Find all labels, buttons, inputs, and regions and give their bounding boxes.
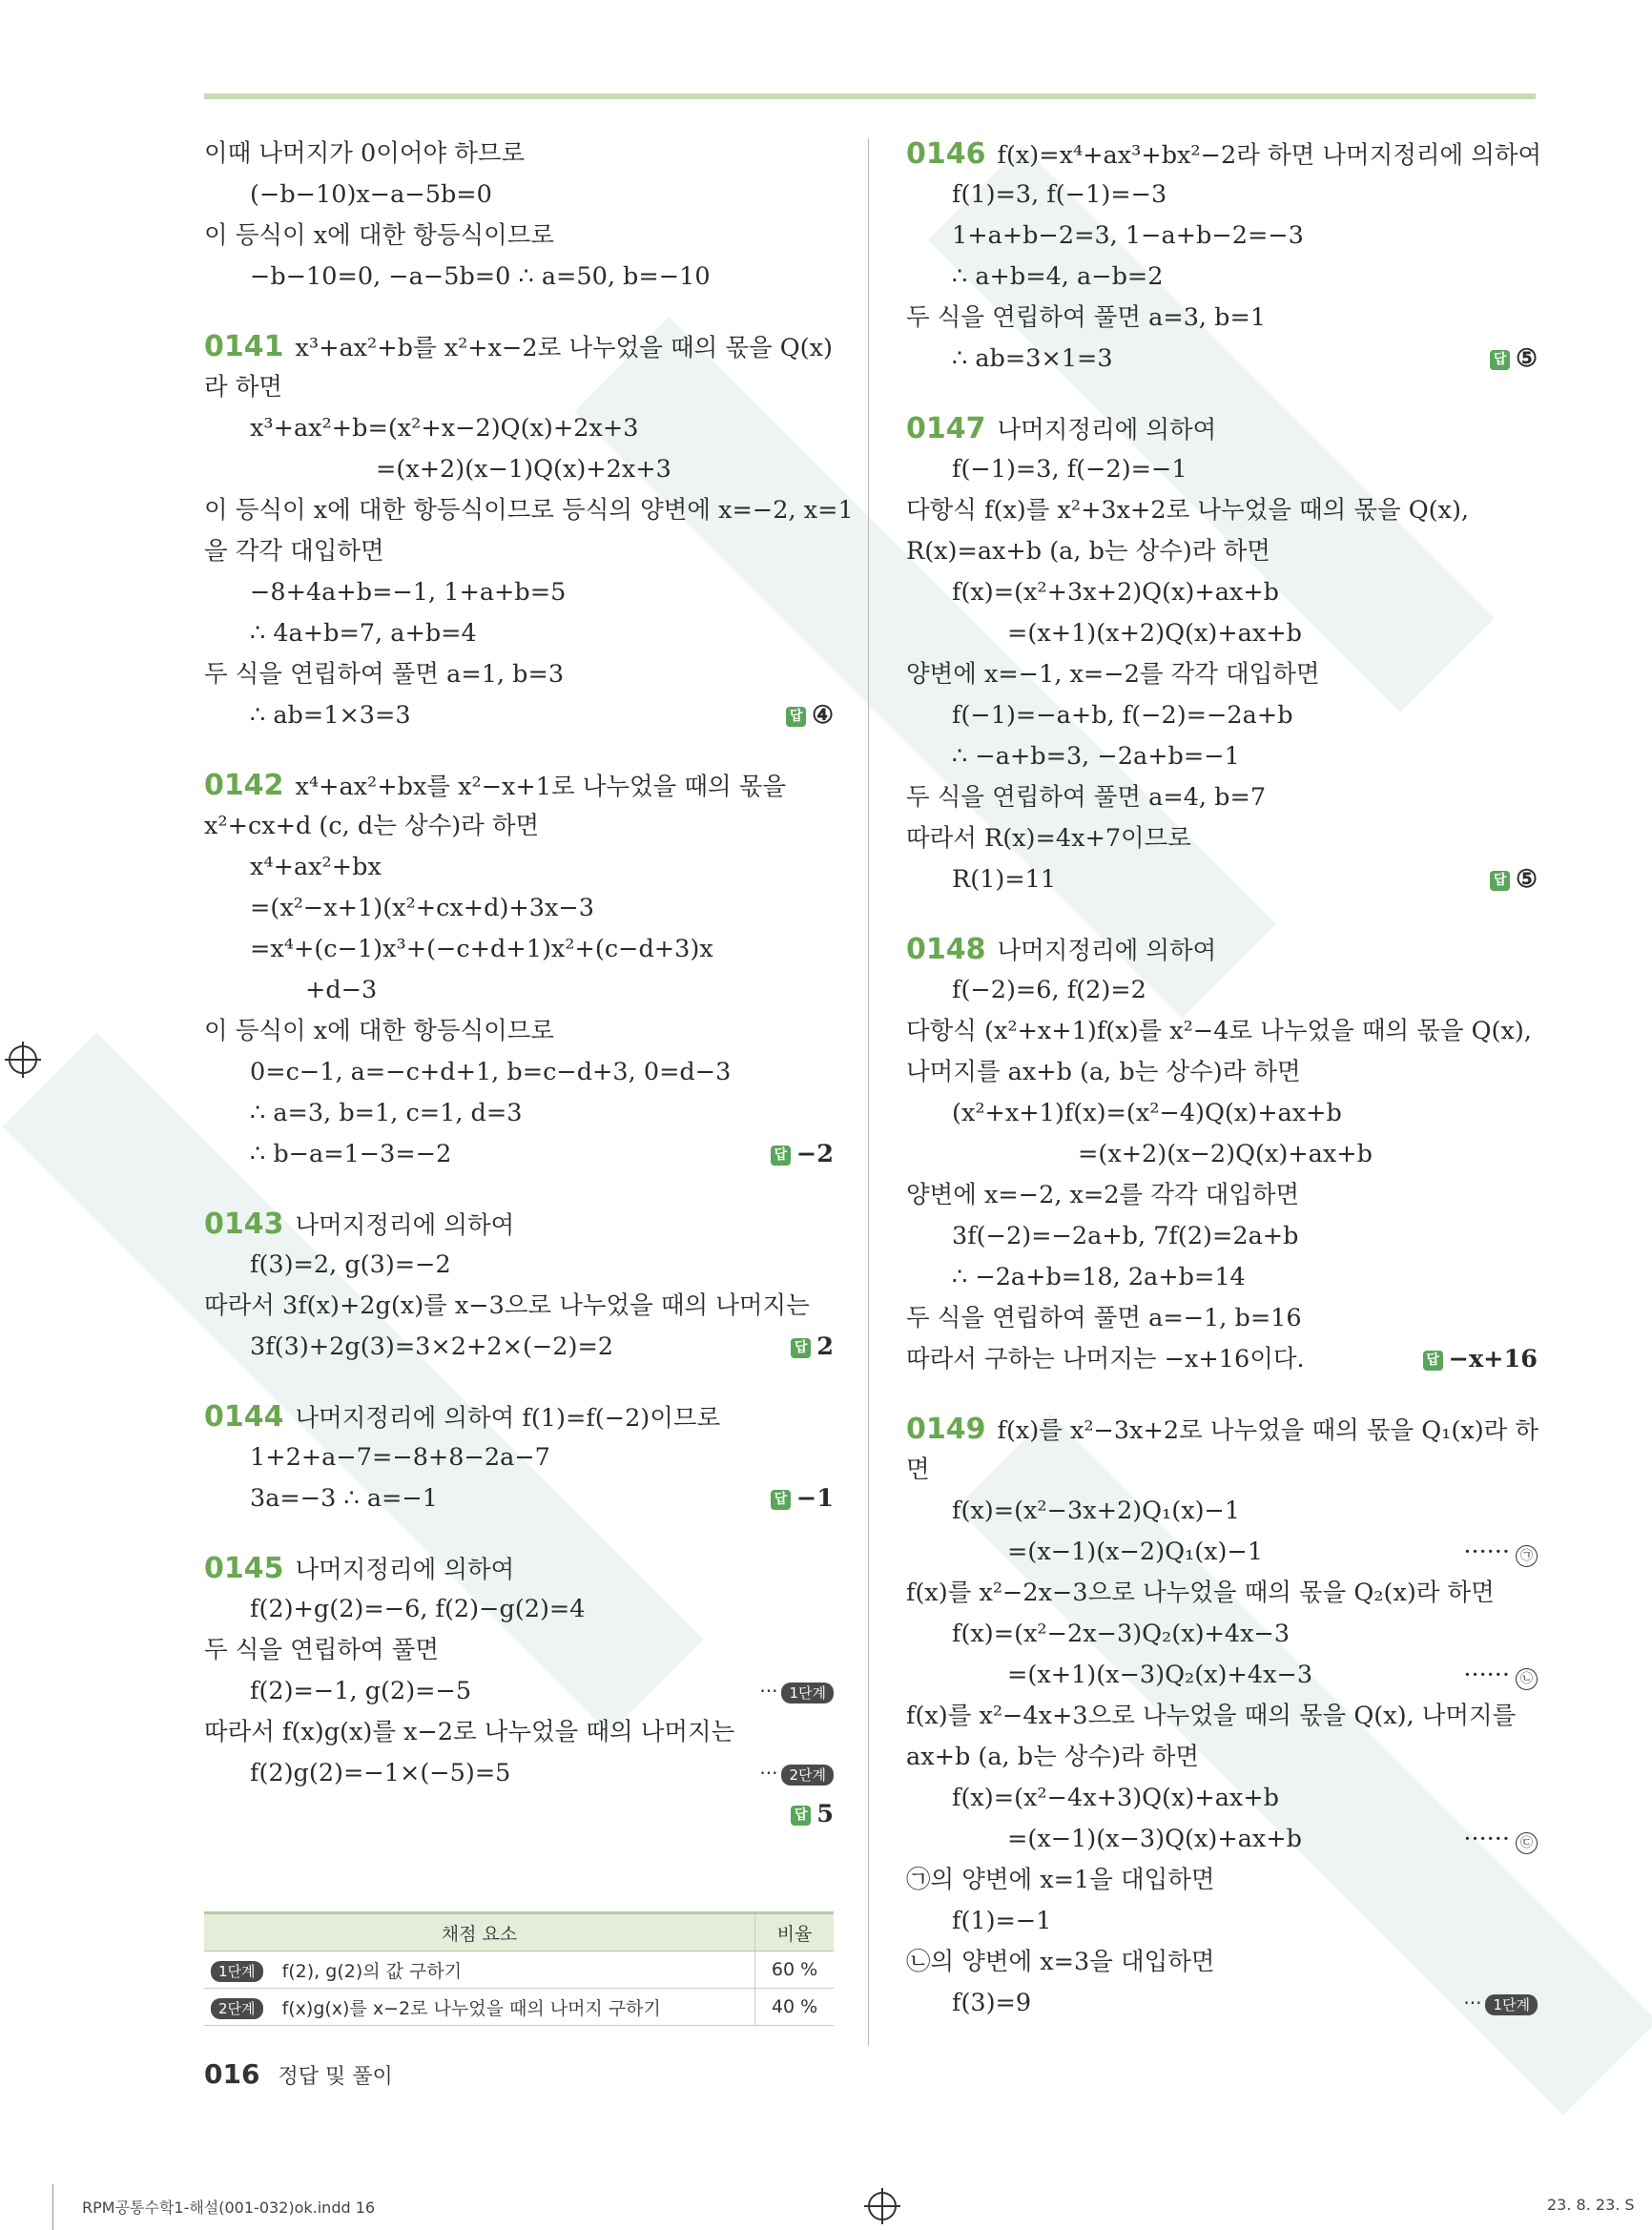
- solution-line: [906, 613, 1538, 654]
- solution-line: [906, 490, 1538, 531]
- problem-heading-line: [906, 134, 1542, 175]
- line-text: −b−10=0, −a−5b=0 ∴ a=50, b=−10: [250, 262, 711, 291]
- solution-line: [906, 1532, 1538, 1573]
- solution-line: [906, 1778, 1538, 1819]
- solution-line: [906, 1216, 1538, 1257]
- solution-line: [906, 818, 1538, 859]
- page-label: 정답 및 풀이: [278, 2065, 393, 2089]
- solution-line: [906, 257, 1538, 298]
- line-text: 을 각각 대입하면: [204, 537, 384, 566]
- solution-line: [906, 531, 1538, 572]
- line-text: 나머지정리에 의하여: [295, 1556, 515, 1584]
- solution-line: [204, 1134, 834, 1175]
- problem-number: 0146: [906, 137, 986, 171]
- answer-value: ④: [812, 701, 834, 730]
- solution-line: [204, 1052, 834, 1093]
- section-gap: [906, 900, 1538, 929]
- solution-line: [204, 929, 834, 970]
- page-footer: [204, 2058, 393, 2090]
- table-row: [204, 1989, 834, 2026]
- line-text: x³+ax²+b를 x²+x−2로 나누었을 때의 몫을 Q(x): [295, 334, 833, 362]
- equation-dots: ······: [1463, 1538, 1510, 1566]
- line-text: f(x)=(x²+3x+2)Q(x)+ax+b: [952, 578, 1279, 607]
- solution-line: [906, 1655, 1538, 1696]
- answer-icon: 답: [1423, 1351, 1443, 1371]
- solution-line: [204, 695, 834, 736]
- problem-number: 0143: [204, 1208, 284, 1241]
- line-text: 두 식을 연립하여 풀면: [204, 1636, 440, 1664]
- line-text: 두 식을 연립하여 풀면 a=1, b=3: [204, 660, 565, 689]
- section-gap: [906, 380, 1538, 408]
- problem-heading-line: [204, 1396, 834, 1437]
- line-text: =(x+2)(x−1)Q(x)+2x+3: [376, 455, 671, 484]
- line-text: f(x)를 x²−4x+3으로 나누었을 때의 몫을 Q(x), 나머지를: [906, 1702, 1517, 1730]
- solution-line: [204, 1671, 834, 1712]
- solution-line: [204, 847, 834, 888]
- line-text: ∴ ab=1×3=3: [250, 701, 411, 730]
- line-text: 이 등식이 x에 대한 항등식이므로: [204, 221, 555, 250]
- problem-number: 0142: [204, 769, 284, 802]
- line-text: =x⁴+(c−1)x³+(−c+d+1)x²+(c−d+3)x: [250, 935, 713, 963]
- top-rule: [204, 93, 1536, 99]
- solution-line: [906, 859, 1538, 900]
- problem-number: 0141: [204, 330, 284, 363]
- step-badge: 2단계: [211, 1998, 263, 2019]
- answer-badge: [771, 1134, 834, 1175]
- answer-value: ⑤: [1516, 865, 1538, 894]
- equation-label: [1463, 1819, 1538, 1860]
- solution-line: [204, 1794, 834, 1835]
- line-text: 나머지정리에 의하여: [997, 416, 1217, 444]
- problem-heading-line: [204, 1548, 834, 1589]
- scoring-ratio: 40 %: [755, 1989, 835, 2026]
- section-gap: [906, 1380, 1538, 1409]
- page-number: 016: [204, 2058, 260, 2090]
- line-text: 3f(3)+2g(3)=3×2+2×(−2)=2: [250, 1332, 614, 1361]
- section-gap: [204, 1519, 834, 1548]
- solution-line: [204, 490, 854, 531]
- answer-icon: 답: [791, 1806, 811, 1826]
- line-text: f(x)=(x²−3x+2)Q₁(x)−1: [952, 1497, 1241, 1525]
- solution-line: [204, 1589, 834, 1630]
- line-text: f(1)=3, f(−1)=−3: [952, 180, 1167, 209]
- solution-line: [204, 1712, 834, 1753]
- solution-line: [906, 1983, 1538, 2024]
- line-text: 두 식을 연립하여 풀면 a=3, b=1: [906, 303, 1267, 332]
- line-text: ∴ −2a+b=18, 2a+b=14: [952, 1263, 1246, 1291]
- solution-line: [204, 1327, 834, 1368]
- table-row: [204, 1951, 834, 1989]
- line-text: ∴ a+b=4, a−b=2: [952, 262, 1164, 291]
- line-text: 나머지정리에 의하여 f(1)=f(−2)이므로: [295, 1404, 721, 1433]
- equation-marker: ㉠: [1516, 1545, 1538, 1567]
- line-text: f(1)=−1: [952, 1907, 1052, 1935]
- right-column: [906, 134, 1542, 2024]
- line-text: f(3)=9: [952, 1989, 1032, 2017]
- solution-line: [204, 1753, 834, 1794]
- solution-line: [204, 531, 834, 572]
- scoring-header-criteria: 채점 요소: [204, 1913, 755, 1951]
- line-text: f(x)=(x²−4x+3)Q(x)+ax+b: [952, 1784, 1279, 1812]
- line-text: ∴ a=3, b=1, c=1, d=3: [250, 1099, 523, 1127]
- line-text: =(x²−x+1)(x²+cx+d)+3x−3: [250, 894, 594, 922]
- line-text: R(1)=11: [952, 865, 1057, 894]
- solution-line: [204, 654, 834, 695]
- solution-line: [906, 1573, 1538, 1614]
- solution-line: [906, 1093, 1538, 1134]
- solution-line: [906, 572, 1538, 613]
- line-text: 나머지정리에 의하여: [295, 1211, 515, 1240]
- solution-line: [906, 1257, 1538, 1298]
- problem-heading-line: [906, 929, 1538, 970]
- solution-line: [204, 1630, 834, 1671]
- line-text: 두 식을 연립하여 풀면 a=4, b=7: [906, 783, 1267, 812]
- answer-icon: 답: [1490, 871, 1510, 891]
- line-text: f(−1)=−a+b, f(−2)=−2a+b: [952, 701, 1293, 730]
- line-text: f(x)를 x²−2x−3으로 나누었을 때의 몫을 Q₂(x)라 하면: [906, 1579, 1495, 1607]
- line-text: 따라서 R(x)=4x+7이므로: [906, 824, 1191, 853]
- solution-line: [906, 695, 1538, 736]
- line-text: f(2)g(2)=−1×(−5)=5: [250, 1759, 511, 1787]
- line-text: (x²+x+1)f(x)=(x²−4)Q(x)+ax+b: [952, 1099, 1342, 1127]
- problem-heading-line: [204, 326, 834, 367]
- solution-line: [906, 970, 1538, 1011]
- problem-number: 0148: [906, 933, 986, 966]
- line-text: 3a=−3 ∴ a=−1: [250, 1484, 438, 1513]
- line-text: f(x)를 x²−3x+2로 나누었을 때의 몫을 Q₁(x)라 하: [997, 1416, 1539, 1445]
- answer-value: 5: [816, 1800, 834, 1828]
- solution-line: [906, 298, 1538, 339]
- solution-line: [204, 572, 834, 613]
- line-text: 나머지를 ax+b (a, b는 상수)라 하면: [906, 1058, 1301, 1086]
- solution-line: [204, 806, 834, 847]
- line-text: 1+a+b−2=3, 1−a+b−2=−3: [952, 221, 1304, 250]
- step-marker: [759, 1753, 834, 1794]
- answer-badge: [1423, 1339, 1538, 1380]
- step-marker: [1463, 1983, 1538, 2024]
- line-text: +d−3: [305, 976, 378, 1004]
- line-text: 양변에 x=−2, x=2를 각각 대입하면: [906, 1181, 1300, 1209]
- line-text: 0=c−1, a=−c+d+1, b=c−d+3, 0=d−3: [250, 1058, 732, 1086]
- solution-line: [906, 1011, 1538, 1052]
- registration-mark-icon: [9, 1045, 37, 1074]
- line-text: ∴ ab=3×1=3: [952, 344, 1113, 373]
- line-text: =(x+1)(x−3)Q₂(x)+4x−3: [1007, 1661, 1313, 1689]
- answer-badge: [1490, 339, 1538, 380]
- answer-value: −x+16: [1448, 1345, 1538, 1373]
- section-gap: [204, 1175, 834, 1204]
- solution-line: [204, 257, 834, 298]
- step-badge: 1단계: [781, 1683, 834, 1703]
- equation-dots: ······: [1463, 1825, 1510, 1853]
- line-text: =(x+2)(x−2)Q(x)+ax+b: [1078, 1140, 1373, 1168]
- line-text: x²+cx+d (c, d는 상수)라 하면: [204, 812, 540, 840]
- solution-line: [906, 1614, 1538, 1655]
- problem-number: 0147: [906, 412, 986, 445]
- line-text: 따라서 구하는 나머지는 −x+16이다.: [906, 1345, 1305, 1373]
- scoring-ratio: 60 %: [755, 1951, 835, 1989]
- solution-line: [906, 1491, 1538, 1532]
- section-gap: [204, 298, 834, 326]
- solution-line: [204, 216, 834, 257]
- answer-icon: 답: [771, 1146, 791, 1166]
- line-text: 이 등식이 x에 대한 항등식이므로: [204, 1017, 555, 1045]
- line-text: f(x)=x⁴+ax³+bx²−2라 하면 나머지정리에 의하여: [997, 141, 1542, 170]
- answer-value: −1: [795, 1484, 834, 1513]
- equation-marker: ㉢: [1516, 1832, 1538, 1854]
- step-dots: ···: [759, 1762, 778, 1785]
- line-text: 다항식 (x²+x+1)f(x)를 x²−4로 나누었을 때의 몫을 Q(x),: [906, 1017, 1532, 1045]
- file-slug: RPM공통수학1-해설(001-032)ok.indd 16: [82, 2199, 376, 2217]
- line-text: ∴ 4a+b=7, a+b=4: [250, 619, 477, 648]
- line-text: 나머지정리에 의하여: [997, 937, 1217, 965]
- solution-line: [906, 1450, 1538, 1491]
- answer-value: 2: [816, 1332, 834, 1361]
- date-slug: 23. 8. 23. S: [1547, 2196, 1635, 2214]
- answer-icon: 답: [771, 1490, 791, 1510]
- problem-heading-line: [204, 1204, 834, 1245]
- column-divider: [868, 138, 869, 2046]
- line-text: −8+4a+b=−1, 1+a+b=5: [250, 578, 567, 607]
- solution-line: [204, 408, 834, 449]
- equation-label: [1463, 1655, 1538, 1696]
- solution-line: [906, 654, 1538, 695]
- step-dots: ···: [1463, 1992, 1482, 2014]
- solution-line: [906, 1052, 1538, 1093]
- line-text: 양변에 x=−1, x=−2를 각각 대입하면: [906, 660, 1320, 689]
- answer-icon: 답: [791, 1338, 811, 1358]
- line-text: =(x+1)(x+2)Q(x)+ax+b: [1007, 619, 1302, 648]
- solution-line: [204, 1093, 834, 1134]
- line-text: 다항식 f(x)를 x²+3x+2로 나누었을 때의 몫을 Q(x),: [906, 496, 1470, 525]
- line-text: 따라서 3f(x)+2g(x)를 x−3으로 나누었을 때의 나머지는: [204, 1291, 810, 1320]
- step-dots: ···: [759, 1680, 778, 1703]
- solution-line: [204, 1478, 834, 1519]
- line-text: 따라서 f(x)g(x)를 x−2로 나누었을 때의 나머지는: [204, 1718, 735, 1746]
- solution-line: [204, 1011, 834, 1052]
- solution-line: [906, 339, 1538, 380]
- solution-line: [906, 1942, 1538, 1983]
- line-text: R(x)=ax+b (a, b는 상수)라 하면: [906, 537, 1270, 566]
- solution-line: [906, 1696, 1538, 1737]
- answer-icon: 답: [1490, 350, 1510, 370]
- problem-heading-line: [204, 765, 834, 806]
- scoring-table: [204, 1911, 834, 2026]
- line-text: ax+b (a, b는 상수)라 하면: [906, 1743, 1200, 1771]
- step-badge: 1단계: [1485, 1994, 1538, 2015]
- problem-number: 0144: [204, 1400, 284, 1434]
- equation-label: [1463, 1532, 1538, 1573]
- line-text: 이때 나머지가 0이어야 하므로: [204, 139, 526, 168]
- line-text: x⁴+ax²+bx를 x²−x+1로 나누었을 때의 몫을: [295, 773, 787, 801]
- solution-line: [906, 1298, 1538, 1339]
- line-text: 3f(−2)=−2a+b, 7f(2)=2a+b: [952, 1222, 1299, 1250]
- problem-heading-line: [906, 1409, 1538, 1450]
- answer-badge: [1490, 859, 1538, 900]
- solution-line: [204, 888, 834, 929]
- line-text: f(2)=−1, g(2)=−5: [250, 1677, 472, 1705]
- solution-line: [906, 736, 1538, 777]
- problem-number: 0145: [204, 1552, 284, 1585]
- line-text: x³+ax²+b=(x²+x−2)Q(x)+2x+3: [250, 414, 639, 443]
- line-text: =(x−1)(x−2)Q₁(x)−1: [1007, 1538, 1264, 1566]
- solution-line: [906, 1737, 1538, 1778]
- solution-line: [204, 134, 834, 175]
- registration-mark-icon: [868, 2192, 897, 2220]
- scoring-criteria-cell: [204, 1989, 755, 2026]
- equation-marker: ㉡: [1516, 1668, 1538, 1690]
- step-badge: 1단계: [211, 1961, 263, 1982]
- section-gap: [204, 736, 834, 765]
- left-column: [204, 134, 854, 1835]
- scoring-criteria-cell: [204, 1951, 755, 1989]
- line-text: ㉠의 양변에 x=1을 대입하면: [906, 1866, 1215, 1894]
- solution-line: [906, 1819, 1538, 1860]
- solution-line: [204, 1286, 834, 1327]
- line-text: f(x)=(x²−2x−3)Q₂(x)+4x−3: [952, 1620, 1291, 1648]
- line-text: 라 하면: [204, 373, 283, 402]
- answer-badge: [791, 1327, 834, 1368]
- answer-icon: 답: [786, 707, 806, 727]
- solution-line: [204, 449, 834, 490]
- answer-value: −2: [795, 1140, 834, 1168]
- solution-line: [906, 777, 1538, 818]
- line-text: 이 등식이 x에 대한 항등식이므로 등식의 양변에 x=−2, x=1: [204, 496, 854, 525]
- solution-line: [906, 1339, 1538, 1380]
- line-text: ㉡의 양변에 x=3을 대입하면: [906, 1948, 1215, 1976]
- slug-divider: [52, 2184, 53, 2230]
- scoring-description: f(x)g(x)를 x−2로 나누었을 때의 나머지 구하기: [281, 1997, 661, 2019]
- line-text: 두 식을 연립하여 풀면 a=−1, b=16: [906, 1304, 1302, 1332]
- answer-badge: [791, 1794, 834, 1835]
- line-text: f(3)=2, g(3)=−2: [250, 1250, 451, 1279]
- step-badge: 2단계: [781, 1765, 834, 1786]
- solution-line: [204, 1245, 834, 1286]
- solution-line: [906, 1175, 1538, 1216]
- answer-value: ⑤: [1516, 344, 1538, 373]
- solution-line: [204, 970, 834, 1011]
- solution-line: [906, 175, 1538, 216]
- line-text: (−b−10)x−a−5b=0: [250, 180, 492, 209]
- scoring-description: f(2), g(2)의 값 구하기: [281, 1960, 463, 1982]
- solution-line: [204, 367, 834, 408]
- problem-heading-line: [906, 408, 1538, 449]
- line-text: 1+2+a−7=−8+8−2a−7: [250, 1443, 550, 1472]
- line-text: 면: [906, 1456, 930, 1484]
- scoring-header-ratio: 비율: [755, 1913, 835, 1951]
- problem-number: 0149: [906, 1413, 986, 1446]
- solution-line: [204, 1437, 834, 1478]
- section-gap: [204, 1368, 834, 1396]
- line-text: x⁴+ax²+bx: [250, 853, 382, 881]
- solution-line: [906, 216, 1538, 257]
- solution-line: [204, 175, 834, 216]
- line-text: ∴ b−a=1−3=−2: [250, 1140, 452, 1168]
- solution-line: [906, 1860, 1538, 1901]
- equation-dots: ······: [1463, 1661, 1510, 1689]
- solution-line: [906, 1901, 1538, 1942]
- solution-line: [906, 449, 1538, 490]
- solution-line: [906, 1134, 1538, 1175]
- solution-line: [204, 613, 834, 654]
- line-text: ∴ −a+b=3, −2a+b=−1: [952, 742, 1240, 771]
- line-text: f(−2)=6, f(2)=2: [952, 976, 1146, 1004]
- step-marker: [759, 1671, 834, 1712]
- line-text: =(x−1)(x−3)Q(x)+ax+b: [1007, 1825, 1302, 1853]
- answer-badge: [771, 1478, 834, 1519]
- line-text: f(−1)=3, f(−2)=−1: [952, 455, 1187, 484]
- line-text: f(2)+g(2)=−6, f(2)−g(2)=4: [250, 1595, 586, 1623]
- answer-badge: [786, 695, 834, 736]
